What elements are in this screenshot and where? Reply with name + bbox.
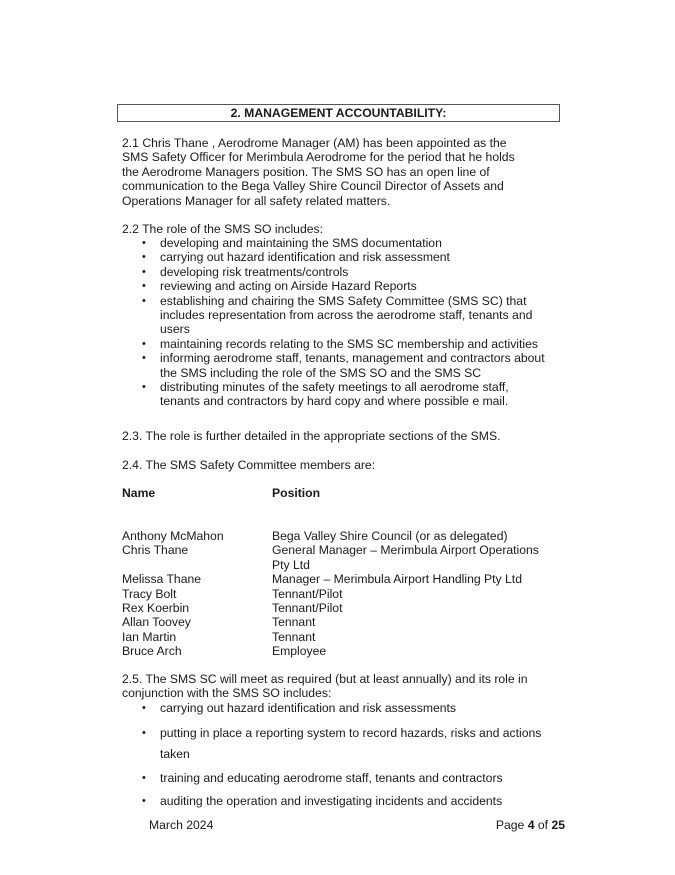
member-position: Employee [272,644,327,659]
member-name: Melissa Thane [122,572,202,587]
page-of-label: of [534,818,552,832]
sms-so-role-list [122,236,567,409]
list-item [122,265,567,279]
bullet-icon: • [142,251,146,264]
text-line: developing risk treatments/controls [160,264,349,279]
list-item [122,723,567,765]
text-line: putting in place a reporting system to record hazards, risks and actions [160,726,542,741]
paragraph-2-2-intro: 2.2 The role of the SMS SO includes: [122,222,323,236]
footer-page-number [496,818,565,832]
list-item [122,701,567,715]
text-line: SMS Safety Officer for Merimbula Aerodrome for the period that he holds [122,150,515,165]
text-line: distributing minutes of the safety meetings to all aerodrome staff, [160,380,509,395]
text-line: includes representation from across the aerodrome staff, tenants and [160,308,533,323]
total-pages: 25 [551,818,565,832]
bullet-icon: • [142,352,146,365]
member-name: Anthony McMahon [122,529,224,543]
list-item [122,236,567,250]
text-line: Pty Ltd [272,557,310,572]
current-page: 4 [527,818,535,832]
bullet-icon: • [142,772,146,785]
paragraph-2-3: 2.3. The role is further detailed in the appropriate sections of the SMS. [122,429,501,443]
page-label: Page [495,818,528,832]
member-position [272,543,562,572]
text-line: the Aerodrome Managers position. The SMS SO has an open line of [122,164,490,179]
list-item [122,351,567,380]
list-item [122,250,567,264]
section-title: 2. MANAGEMENT ACCOUNTABILITY: [117,104,560,122]
bullet-icon: • [142,381,146,394]
paragraph-2-4: 2.4. The SMS Safety Committee members are: [122,458,376,472]
bullet-icon: • [142,280,146,293]
text-line: carrying out hazard identification and risk assessment [160,250,450,265]
committee-members-rows [122,529,562,659]
committee-members-table [122,486,562,500]
text-line: communication to the Bega Valley Shire Council Director of Assets and [122,179,504,194]
table-row [122,587,562,601]
column-header-name: Name [122,486,156,500]
sms-sc-role-list [122,701,567,816]
list-item [122,794,567,808]
bullet-icon: • [142,337,146,350]
member-position: Tennant/Pilot [272,586,343,601]
column-header-position: Position [272,486,321,500]
bullet-icon: • [142,294,146,307]
text-line: General Manager – Merimbula Airport Operations [272,543,539,558]
member-position: Bega Valley Shire Council (or as delegated) [272,529,508,543]
bullet-icon: • [142,727,146,740]
text-line: tenants and contractors by hard copy and where possible e mail. [160,394,509,409]
text-line: users [160,322,190,337]
list-item [122,380,567,409]
text-line: informing aerodrome staff, tenants, management and contractors about [160,351,545,366]
text-line: establishing and chairing the SMS Safety Committee (SMS SC) that [160,293,527,308]
list-item [122,294,567,337]
text-line: training and educating aerodrome staff, tenants and contractors [160,771,503,786]
text-line: auditing the operation and investigating incidents and accidents [160,793,503,808]
bullet-icon: • [142,237,146,249]
member-name: Ian Martin [122,629,177,644]
table-header [122,486,562,500]
table-row [122,529,562,543]
member-position: Tennant [272,615,316,630]
text-line: maintaining records relating to the SMS SC membership and activities [160,336,538,351]
member-name: Bruce Arch [122,644,182,659]
text-line: conjunction with the SMS SO includes: [122,686,332,701]
table-row [122,543,562,572]
table-row [122,601,562,615]
table-row [122,615,562,629]
table-row [122,572,562,586]
member-name: Chris Thane [122,543,189,558]
bullet-icon: • [142,794,146,807]
table-row [122,630,562,644]
text-line: taken [160,747,190,762]
list-item [122,279,567,293]
text-line: 2.1 Chris Thane , Aerodrome Manager (AM) has been appointed as the [122,136,507,150]
text-line: 2.5. The SMS SC will meet as required (but at least annually) and its role in [122,672,528,686]
bullet-icon: • [142,265,146,278]
list-item [122,337,567,351]
paragraph-2-5 [122,672,562,701]
paragraph-2-1 [122,136,562,208]
member-name: Allan Toovey [122,615,191,630]
table-row [122,644,562,658]
text-line: Operations Manager for all safety related matters. [122,193,391,208]
text-line: carrying out hazard identification and risk assessments [160,701,457,715]
footer-date: March 2024 [149,818,214,832]
member-position: Tennant/Pilot [272,601,343,616]
text-line: reviewing and acting on Airside Hazard Reports [160,279,417,294]
text-line: developing and maintaining the SMS documentation [160,236,442,250]
member-name: Rex Koerbin [122,601,190,616]
text-line: the SMS including the role of the SMS SO and the SMS SC [160,365,482,380]
member-name: Tracy Bolt [122,586,177,601]
member-position: Tennant [272,629,316,644]
bullet-icon: • [142,702,146,714]
member-position: Manager – Merimbula Airport Handling Pty Ltd [272,572,522,587]
list-item [122,771,567,785]
